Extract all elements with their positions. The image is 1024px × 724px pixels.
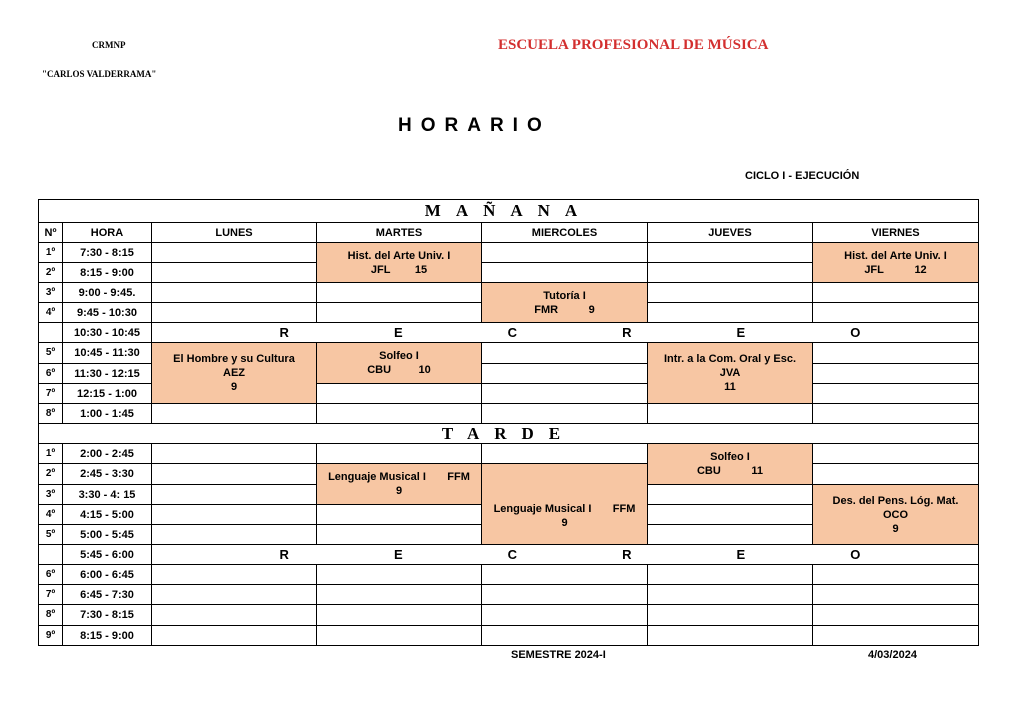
course-name: Tutoría I	[543, 289, 586, 302]
teacher-code: AEZ	[223, 367, 245, 379]
empty-cell	[152, 444, 317, 464]
course-name: Intr. a la Com. Oral y Esc.	[663, 353, 797, 365]
empty-cell	[813, 605, 979, 626]
period-number: 8º	[39, 404, 63, 424]
room-number: 9	[561, 516, 568, 529]
empty-cell	[482, 626, 648, 646]
empty-cell	[813, 464, 979, 485]
period-number: 3º	[39, 485, 63, 505]
period-number	[39, 545, 63, 565]
empty-cell	[482, 444, 648, 464]
empty-cell	[152, 605, 317, 626]
teacher-code: FFM	[612, 502, 636, 515]
period-time: 10:30 - 10:45	[63, 323, 152, 343]
room-number: 9	[395, 485, 403, 497]
period-number: 7º	[39, 384, 63, 404]
empty-cell	[648, 263, 813, 283]
course-name: Hist. del Arte Univ. I	[844, 249, 947, 262]
empty-cell	[648, 303, 813, 323]
empty-cell	[317, 585, 482, 605]
recess-label: R E C R E O	[152, 323, 979, 343]
empty-cell	[152, 626, 317, 646]
school-title: ESCUELA PROFESIONAL DE MÚSICA	[498, 37, 769, 53]
teacher-code: JFL	[370, 263, 391, 276]
period-number: 4º	[39, 505, 63, 525]
table-row	[39, 343, 979, 364]
course-name: Solfeo I	[710, 451, 750, 463]
empty-cell	[482, 343, 648, 364]
empty-cell	[482, 565, 648, 585]
teacher-code: CBU	[367, 364, 392, 376]
empty-cell	[813, 303, 979, 323]
period-number: 1º	[39, 444, 63, 464]
table-row	[39, 605, 979, 626]
empty-cell	[482, 585, 648, 605]
course-name: Hist. del Arte Univ. I	[347, 249, 451, 262]
empty-cell	[317, 404, 482, 424]
period-number: 9º	[39, 626, 63, 646]
table-row	[39, 283, 979, 303]
empty-cell	[648, 505, 813, 525]
empty-cell	[648, 585, 813, 605]
schedule-table	[38, 199, 979, 646]
empty-cell	[648, 404, 813, 424]
empty-cell	[317, 505, 482, 525]
empty-cell	[152, 585, 317, 605]
period-time: 6:45 - 7:30	[63, 585, 152, 605]
period-time: 9:00 - 9:45.	[63, 283, 152, 303]
class-block	[813, 485, 979, 545]
period-number: 4º	[39, 303, 63, 323]
period-time: 5:45 - 6:00	[63, 545, 152, 565]
empty-cell	[813, 404, 979, 424]
morning-section-label: MAÑANA	[39, 200, 979, 223]
empty-cell	[482, 404, 648, 424]
empty-cell	[813, 626, 979, 646]
date-label: 4/03/2024	[868, 649, 917, 661]
empty-cell	[648, 626, 813, 646]
period-time: 6:00 - 6:45	[63, 565, 152, 585]
class-block	[317, 243, 482, 283]
empty-cell	[482, 364, 648, 384]
org-name: "CARLOS VALDERRAMA"	[42, 69, 157, 79]
empty-cell	[152, 464, 317, 485]
teacher-code: JVA	[719, 367, 741, 379]
class-block	[152, 343, 317, 404]
period-time: 2:00 - 2:45	[63, 444, 152, 464]
empty-cell	[813, 565, 979, 585]
period-number: 5º	[39, 343, 63, 364]
empty-cell	[317, 303, 482, 323]
table-row	[39, 464, 979, 485]
empty-cell	[152, 243, 317, 263]
empty-cell	[648, 605, 813, 626]
class-block	[482, 283, 648, 323]
column-header: Nº	[39, 223, 63, 243]
empty-cell	[813, 444, 979, 464]
empty-cell	[317, 283, 482, 303]
empty-cell	[648, 485, 813, 505]
empty-cell	[482, 384, 648, 404]
column-header: HORA	[63, 223, 152, 243]
empty-cell	[482, 263, 648, 283]
empty-cell	[482, 243, 648, 263]
empty-cell	[152, 263, 317, 283]
room-number: 15	[414, 263, 428, 276]
period-time: 2:45 - 3:30	[63, 464, 152, 485]
empty-cell	[813, 343, 979, 364]
afternoon-section-label: TARDE	[39, 424, 979, 444]
period-number	[39, 323, 63, 343]
period-number: 6º	[39, 364, 63, 384]
column-header: MARTES	[317, 223, 482, 243]
class-block	[648, 444, 813, 485]
org-code: CRMNP	[92, 40, 126, 50]
teacher-code: OCO	[882, 508, 909, 521]
class-block	[648, 343, 813, 404]
cycle-label: CICLO I - EJECUCIÓN	[745, 170, 860, 182]
period-time: 10:45 - 11:30	[63, 343, 152, 364]
table-row	[39, 626, 979, 646]
empty-cell	[317, 565, 482, 585]
table-row	[39, 585, 979, 605]
period-number: 2º	[39, 464, 63, 485]
period-number: 2º	[39, 263, 63, 283]
room-number: 9	[230, 381, 238, 393]
period-number: 8º	[39, 605, 63, 626]
period-number: 6º	[39, 565, 63, 585]
period-time: 4:15 - 5:00	[63, 505, 152, 525]
period-time: 8:15 - 9:00	[63, 263, 152, 283]
column-header: LUNES	[152, 223, 317, 243]
page-title: HORARIO	[398, 115, 551, 136]
empty-cell	[648, 243, 813, 263]
room-number: 12	[914, 263, 927, 276]
column-header: MIERCOLES	[482, 223, 648, 243]
empty-cell	[648, 565, 813, 585]
period-time: 9:45 - 10:30	[63, 303, 152, 323]
course-name: Lenguaje Musical I	[493, 502, 592, 515]
empty-cell	[317, 525, 482, 545]
course-name: Solfeo I	[379, 350, 419, 362]
empty-cell	[152, 404, 317, 424]
empty-cell	[317, 444, 482, 464]
room-number: 9	[892, 522, 899, 535]
course-name: El Hombre y su Cultura	[173, 353, 295, 365]
table-row	[39, 565, 979, 585]
period-number: 5º	[39, 525, 63, 545]
empty-cell	[152, 565, 317, 585]
empty-cell	[317, 605, 482, 626]
class-block	[482, 464, 648, 545]
class-block	[317, 343, 482, 384]
period-time: 7:30 - 8:15	[63, 605, 152, 626]
room-number: 11	[724, 381, 736, 393]
period-time: 1:00 - 1:45	[63, 404, 152, 424]
teacher-code: FFM	[447, 471, 470, 483]
period-time: 5:00 - 5:45	[63, 525, 152, 545]
teacher-code: CBU	[696, 465, 721, 477]
empty-cell	[648, 525, 813, 545]
empty-cell	[152, 525, 317, 545]
empty-cell	[813, 585, 979, 605]
empty-cell	[317, 626, 482, 646]
room-number: 11	[751, 465, 764, 477]
class-block	[813, 243, 979, 283]
empty-cell	[152, 283, 317, 303]
empty-cell	[152, 303, 317, 323]
table-row	[39, 404, 979, 424]
period-number: 1º	[39, 243, 63, 263]
empty-cell	[813, 364, 979, 384]
empty-cell	[317, 384, 482, 404]
column-header: JUEVES	[648, 223, 813, 243]
empty-cell	[482, 605, 648, 626]
table-row	[39, 444, 979, 464]
empty-cell	[813, 384, 979, 404]
period-time: 12:15 - 1:00	[63, 384, 152, 404]
semester-label: SEMESTRE 2024-I	[511, 649, 606, 661]
period-time: 3:30 - 4: 15	[63, 485, 152, 505]
period-time: 8:15 - 9:00	[63, 626, 152, 646]
class-block	[317, 464, 482, 505]
teacher-code: FMR	[534, 303, 559, 316]
teacher-code: JFL	[864, 263, 884, 276]
empty-cell	[648, 283, 813, 303]
recess-row	[39, 323, 979, 343]
period-time: 11:30 - 12:15	[63, 364, 152, 384]
room-number: 10	[418, 364, 431, 376]
recess-row	[39, 545, 979, 565]
empty-cell	[152, 505, 317, 525]
room-number: 9	[588, 303, 595, 316]
recess-label: R E C R E O	[152, 545, 979, 565]
period-number: 3º	[39, 283, 63, 303]
column-header: VIERNES	[813, 223, 979, 243]
course-name: Lenguaje Musical I	[328, 471, 426, 483]
period-time: 7:30 - 8:15	[63, 243, 152, 263]
empty-cell	[813, 283, 979, 303]
table-row	[39, 243, 979, 263]
period-number: 7º	[39, 585, 63, 605]
course-name: Des. del Pens. Lóg. Mat.	[832, 494, 959, 507]
empty-cell	[152, 485, 317, 505]
